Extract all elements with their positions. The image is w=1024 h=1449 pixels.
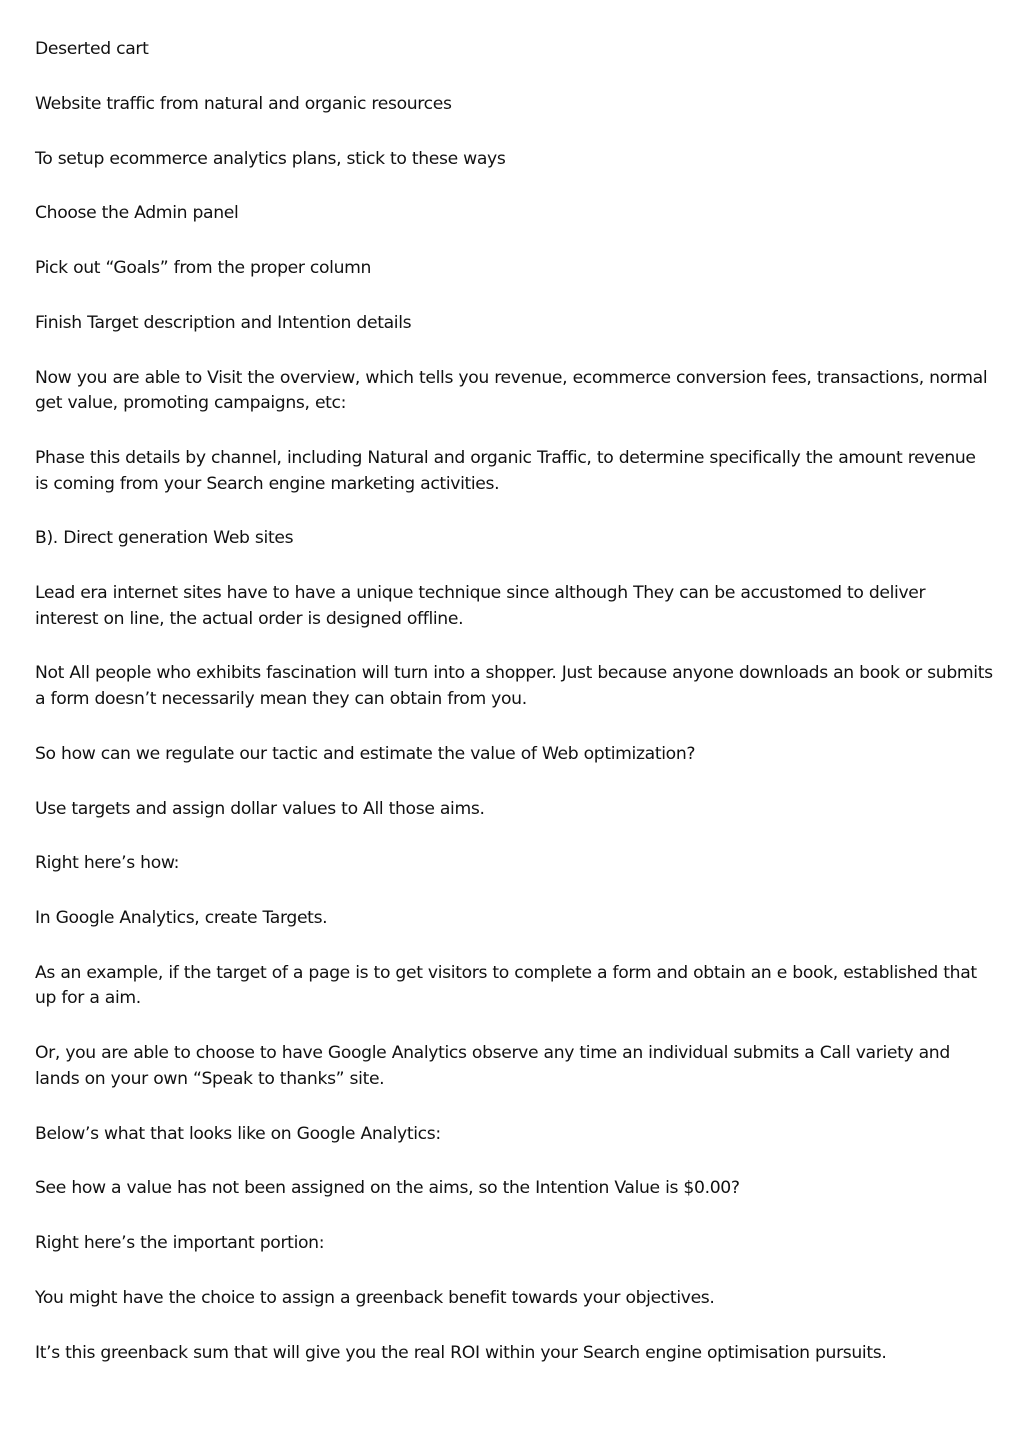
paragraph: Now you are able to Visit the overview, which tells you revenue, ecommerce conversion fees, transactions, normal get value, promoting campaigns, etc:: [35, 367, 988, 414]
paragraph: In Google Analytics, create Targets.: [35, 908, 328, 929]
document-page: [35, 37, 993, 1396]
paragraph: You might have the choice to assign a greenback benefit towards your objectives.: [35, 1287, 715, 1308]
paragraph: Choose the Admin panel: [35, 203, 239, 224]
paragraph: Pick out “Goals” from the proper column: [35, 258, 372, 279]
paragraph: Use targets and assign dollar values to All those aims.: [35, 798, 485, 819]
paragraph: Phase this details by channel, including Natural and organic Traffic, to determine specifically the amount revenue is coming from your Search engine marketing activities.: [35, 448, 976, 494]
paragraph: It’s this greenback sum that will give you the real ROI within your Search engine optimisation pursuits.: [35, 1342, 887, 1363]
paragraph: Not All people who exhibits fascination will turn into a shopper. Just because anyone downloads an book or submits a form doesn’t necessarily mean they can obtain from you.: [35, 663, 993, 709]
paragraph: Below’s what that looks like on Google Analytics:: [35, 1123, 441, 1144]
paragraph: As an example, if the target of a page is to get visitors to complete a form and obtain an e book, established that up for a aim.: [35, 962, 977, 1009]
paragraph: Lead era internet sites have to have a unique technique since although They can be accustomed to deliver interest on line, the actual order is designed offline.: [35, 583, 926, 629]
paragraph: Website traffic from natural and organic resources: [35, 93, 452, 114]
paragraph: See how a value has not been assigned on the aims, so the Intention Value is $0.00?: [35, 1178, 740, 1199]
paragraph: Or, you are able to choose to have Google Analytics observe any time an individual submits a Call variety and lands on your own “Speak to thanks” site.: [35, 1043, 950, 1089]
paragraph: Finish Target description and Intention details: [35, 312, 412, 333]
paragraph: So how can we regulate our tactic and estimate the value of Web optimization?: [35, 743, 696, 764]
paragraph: Right here’s the important portion:: [35, 1233, 325, 1254]
paragraph: To setup ecommerce analytics plans, stick to these ways: [35, 148, 506, 169]
paragraph: Deserted cart: [35, 39, 149, 59]
section-heading: B). Direct generation Web sites: [35, 528, 294, 549]
paragraph: Right here’s how:: [35, 853, 180, 874]
